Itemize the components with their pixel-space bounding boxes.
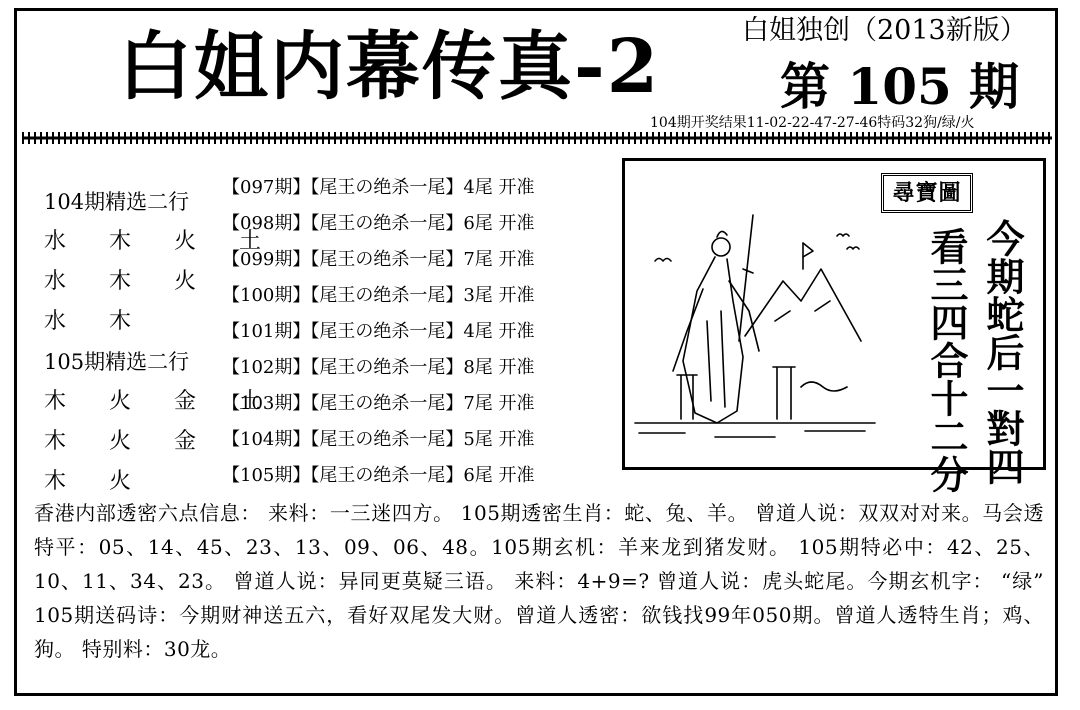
main-title: 白姐内幕传真-2 — [118, 24, 661, 110]
selection-heading-104: 104期精选二行 — [44, 190, 190, 214]
treasure-map-label: 尋寶圖 — [881, 173, 973, 213]
element-row: 水 木 火 土 — [44, 229, 279, 254]
scholar-illustration — [625, 161, 883, 467]
list-item: 【103期】【尾王の绝杀一尾】7尾 开准 — [222, 393, 535, 414]
element-row: 水 木 火 — [44, 269, 214, 294]
selection-heading-105: 105期精选二行 — [44, 350, 190, 374]
tail-king-list — [222, 170, 602, 494]
issue-number: 第 105 期 — [780, 57, 1020, 116]
vertical-text-right: 今期蛇后一對四 — [980, 219, 1025, 485]
list-item: 【099期】【尾王の绝杀一尾】7尾 开准 — [222, 249, 535, 270]
element-row: 木 火 金 土 — [44, 389, 279, 414]
selection-panel — [44, 182, 279, 502]
edition-label: 白姐独创（2013新版） — [742, 15, 1027, 46]
treasure-picture-box — [622, 158, 1046, 493]
list-item: 【100期】【尾王の绝杀一尾】3尾 开准 — [222, 285, 535, 306]
info-paragraph: 香港内部透密六点信息： 来料：一三迷四方。 105期透密生肖：蛇、兔、羊。 曾道人说：双双对对来。马会透特平：05、14、45、23、13、09、06、48。105期玄机：羊来龙到猪发财。 105期特必中：42、25、10、11、34、23。 曾道人说：异同更莫疑三语。 来料：4+9=? 曾道人说：虎头蛇尾。今期玄机字： “绿” 105期送码诗：今期财神送五六，看好双尾发大财。曾道人透密：欲钱找99年050期。曾道人透特生肖；鸡、狗。 特别料：30龙。 — [34, 501, 1044, 661]
list-item: 【102期】【尾王の绝杀一尾】8尾 开准 — [222, 357, 535, 378]
list-item: 【098期】【尾王の绝杀一尾】6尾 开准 — [222, 213, 535, 234]
list-item: 【101期】【尾王の绝杀一尾】4尾 开准 — [222, 321, 535, 342]
list-item: 【097期】【尾王の绝杀一尾】4尾 开准 — [222, 177, 535, 198]
previous-result: 104期开奖结果11-02-22-47-27-46特码32狗/绿/火 — [650, 115, 975, 131]
element-row: 水 木 — [44, 309, 149, 334]
vertical-text-left: 看三四合十二分 — [924, 227, 969, 493]
hatched-divider — [22, 130, 1052, 146]
list-item: 【104期】【尾王の绝杀一尾】5尾 开准 — [222, 429, 535, 450]
list-item: 【105期】【尾王の绝杀一尾】6尾 开准 — [222, 465, 535, 486]
element-row: 木 火 — [44, 469, 149, 494]
element-row: 木 火 金 — [44, 429, 214, 454]
